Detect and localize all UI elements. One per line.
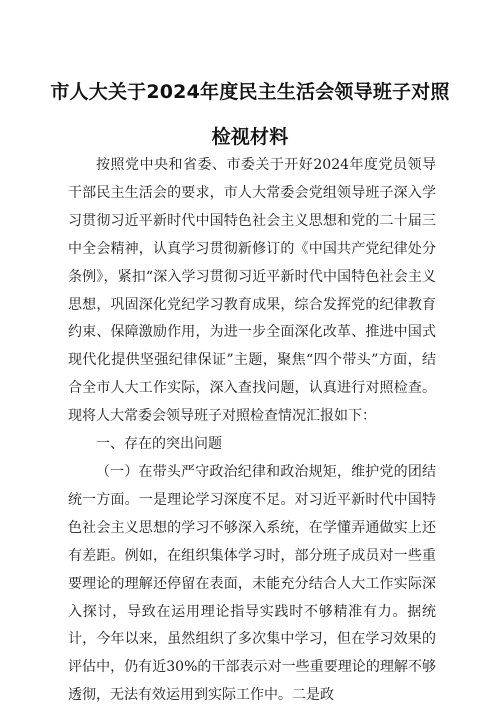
intro-paragraph: 按照党中央和省委、市委关于开好2024年度党员领导干部民主生活会的要求，市人大常委会党组领导班子深入学习贯彻习近平新时代中国特色社会主义思想和党的二十届三中全会精神，认真学习贯彻新修订的《中国共产党纪律处分条例》，紧扣“深入学习贯彻习近平新时代中国特色社会主义思想，巩固深化党纪学习教育成果，综合发挥党的纪律教育约束、保障激励作用，为进一步全面深化改革、推进中国式现代化提供坚强纪律保证”主题，聚焦“四个带头”方面，结合全市人大工作实际，深入查找问题，认真进行对照检查。现将人大常委会领导班子对照检查情况汇报如下： [68, 157, 436, 425]
section-heading: 一、存在的突出问题 [96, 436, 222, 453]
document-title-line-1: 市人大关于2024年度民主生活会领导班子对照 [50, 81, 450, 103]
document-title-line-2: 检视材料 [211, 126, 289, 148]
point-one-paragraph: （一）在带头严守政治纪律和政治规矩，维护党的团结统一方面。一是理论学习深度不足。对习近平新时代中国特色社会主义思想的学习不够深入系统，在学懂弄通做实上还有差距。例如，在组织集体学习时，部分班子成员对一些重要理论的理解还停留在表面，未能充分结合人大工作实际深入探讨，导致在运用理论指导实践时不够精准有力。据统计，今年以来，虽然组织了多次集中学习，但在学习效果的评估中，仍有近30%的干部表示对一些重要理论的理解不够透彻，无法有效运用到实际工作中。二是政 [68, 463, 436, 704]
document-body [68, 152, 436, 710]
